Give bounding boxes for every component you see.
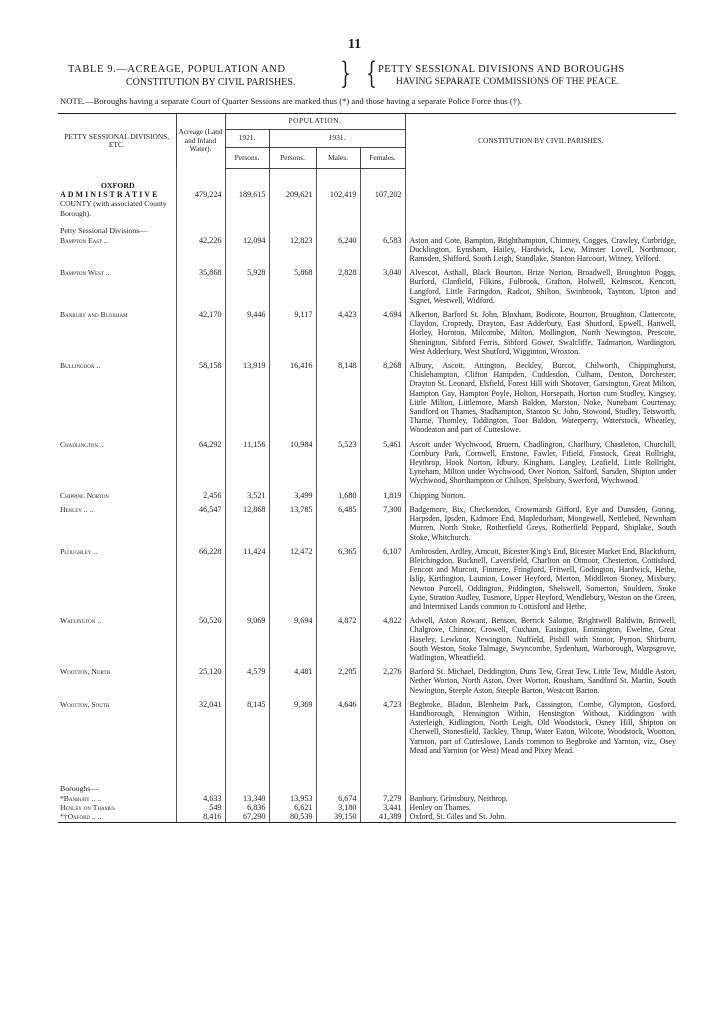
persons-1921-value: 11,156	[225, 440, 269, 491]
division-name: Henley .. ..	[60, 505, 94, 515]
division-name: *Banbury .. ..	[60, 793, 102, 803]
males-value: 6,485	[316, 505, 360, 547]
table-title	[68, 63, 338, 89]
table-row	[58, 505, 676, 547]
table-row	[58, 794, 676, 803]
persons-1921-value: 8,145	[225, 700, 269, 760]
table-row	[58, 236, 676, 269]
table-row	[58, 803, 676, 812]
table-row	[58, 361, 676, 440]
table-row	[58, 812, 676, 822]
acreage-value: 549	[176, 803, 225, 812]
acreage-value: 42,170	[176, 310, 225, 361]
header-persons-1931: Persons.	[269, 148, 316, 168]
males-value: 5,523	[316, 440, 360, 491]
acreage-value: 8,416	[176, 812, 225, 822]
admin-persons-1921: 189,615	[225, 181, 269, 219]
acreage-value: 58,158	[176, 361, 225, 440]
persons-1931-value: 6,621	[269, 803, 316, 812]
males-value: 4,423	[316, 310, 360, 361]
persons-1921-value: 6,836	[225, 803, 269, 812]
admin-acreage: 479,224	[176, 181, 225, 219]
table-subtitle-line1: PETTY SESSIONAL DIVISIONS AND BOROUGHS	[378, 64, 625, 75]
males-value: 4,872	[316, 616, 360, 667]
persons-1921-value: 13,340	[225, 794, 269, 803]
header-division: PETTY SESSIONAL DIVISIONS, ETC.	[58, 114, 176, 169]
division-name: Henley on Thames	[60, 802, 115, 812]
table-subtitle	[378, 63, 678, 89]
parish-list: Alkerton, Barford St. John, Bloxham, Bodicote, Bourton, Broughton, Clattercote, Claydon, Cropredy, Drayton, East Adderbury, East Shutford, Epwell, Hanwell, Horley, Hornton, Milcombe, Milton, Mollington, North Newington, Prescote, Shenington, Sibford Ferris, Sibford Gower, Swalcliffe, Tadmarton, Wardington, West Adderbury, West Shutford, Wigginton, Wroxton.	[405, 310, 676, 361]
table-row	[58, 547, 676, 616]
left-brace-icon: {	[366, 56, 377, 91]
parish-list: Chipping Norton.	[405, 491, 676, 505]
parish-list: Barford St. Michael, Deddington, Duns Tew, Great Tew, Little Tew, Middle Aston, Nether Worton, North Aston, Over Worton, Rousham, Sandford St. Martin, South Newington, Steeple Aston, Steeple Barton, Westcott Barton.	[405, 667, 676, 700]
persons-1931-value: 5,868	[269, 268, 316, 310]
parish-list: Henley on Thames.	[405, 803, 676, 812]
table-row	[58, 667, 676, 700]
persons-1931-value: 13,953	[269, 794, 316, 803]
boroughs-heading: Boroughs—	[60, 784, 99, 794]
females-value: 6,107	[360, 547, 405, 616]
admin-males: 102,419	[316, 181, 360, 219]
table-row	[58, 268, 676, 310]
parish-list: Oxford, St. Giles and St. John.	[405, 812, 676, 822]
table-row	[58, 700, 676, 760]
females-value: 2,276	[360, 667, 405, 700]
acreage-value: 4,633	[176, 794, 225, 803]
division-name: Wootton, South	[60, 699, 110, 709]
header-males: Males.	[316, 148, 360, 168]
persons-1921-value: 13,919	[225, 361, 269, 440]
parish-list: Ambrosden, Ardley, Arncott, Bicester King's End, Bicester Market End, Blackthorn, Bletchingdon, Bucknell, Caversfield, Charlton on Otmoor, Chesterton, Cottisford, Fencott and Murcott, Finmere, Fringford, Fritwell, Godington, Hardwick, Hethe, Islip, Kirtlington, Launton, Lower Heyford, Merton, Middleton Stoney, Mixbury, Newton Purcell, Oddington, Piddington, Shelswell, Somerton, Souldern, Stoke Lyne, Stratton Audley, Tusmore, Upper Heyford, Wendlebury, Weston on the Green, and Intermixed Lands common to Cottisford and Hethe.	[405, 547, 676, 616]
persons-1921-value: 3,521	[225, 491, 269, 505]
females-value: 1,819	[360, 491, 405, 505]
persons-1931-value: 80,539	[269, 812, 316, 822]
persons-1921-value: 5,928	[225, 268, 269, 310]
header-population: POPULATION.	[225, 114, 405, 130]
males-value: 8,148	[316, 361, 360, 440]
population-table	[58, 113, 676, 823]
note: NOTE.—Boroughs having a separate Court of Quarter Sessions are marked thus (*) and those having a separate Police Force thus (†).	[60, 96, 523, 106]
division-name: Watlington ..	[60, 616, 102, 626]
ps-heading: Petty Sessional Divisions—	[60, 226, 148, 236]
parish-list: Alvescot, Asthall, Black Bourton, Brize Norton, Broadwell, Broughton Poggs, Burford, Clanfield, Filkins, Fulbrook, Grafton, Holwell, Kelmscot, Kencott, Langford, Little Faringdon, Radcot, Shilton, Swinbrook, Taynton, Upton and Signet, Westwell, Widford.	[405, 268, 676, 310]
males-value: 6,240	[316, 236, 360, 269]
header-1921: 1921.	[225, 130, 269, 148]
admin-persons-1931: 209,621	[269, 181, 316, 219]
males-value: 2,205	[316, 667, 360, 700]
females-value: 41,389	[360, 812, 405, 822]
persons-1931-value: 3,499	[269, 491, 316, 505]
males-value: 3,180	[316, 803, 360, 812]
page-number: 11	[347, 37, 362, 52]
persons-1931-value: 4,481	[269, 667, 316, 700]
table-row	[58, 491, 676, 505]
parish-list: Aston and Cote, Bampton, Brighthampton, Chimney, Cogges, Crawley, Curbridge, Ducklington, Eynsham, Hailey, Hardwick, Lew, Minster Lovell, Northmoor, Ramsden, Shifford, South Leigh, Standlake, Stanton Harcourt, Witney, Yelford.	[405, 236, 676, 269]
division-name: Bampton East ..	[60, 235, 108, 245]
females-value: 4,694	[360, 310, 405, 361]
admin-county-line2: ADMINISTRATIVE	[60, 189, 160, 199]
persons-1921-value: 9,446	[225, 310, 269, 361]
parish-list: Adwell, Aston Rowant, Benson, Berrick Salome, Brightwell Baldwin, Britwell, Chalgrove, Chinnor, Crowell, Cuxham, Easington, Emmington, Ewelme, Great Haseley, Lewknor, Newington, Nuffield, Pishill with Stonor, Pyrton, Shirburn, South Weston, Stoke Talmage, Swyncombe, Sydenham, Warborough, Warpsgrove, Watlington, Wheatfield.	[405, 616, 676, 667]
header-1931: 1931.	[269, 130, 405, 148]
table-title-line2: CONSTITUTION BY CIVIL PARISHES.	[126, 77, 296, 88]
persons-1921-value: 9,069	[225, 616, 269, 667]
females-value: 8,268	[360, 361, 405, 440]
females-value: 4,822	[360, 616, 405, 667]
persons-1931-value: 16,416	[269, 361, 316, 440]
header-acreage: Acreage (Land and Inland Water).	[176, 114, 225, 169]
females-value: 5,461	[360, 440, 405, 491]
persons-1921-value: 11,424	[225, 547, 269, 616]
females-value: 7,300	[360, 505, 405, 547]
admin-county-row	[58, 181, 676, 219]
males-value: 6,674	[316, 794, 360, 803]
acreage-value: 50,520	[176, 616, 225, 667]
boroughs-heading-row	[58, 784, 676, 793]
table-row	[58, 310, 676, 361]
header-constitution: CONSTITUTION BY CIVIL PARISHES.	[405, 114, 676, 169]
division-name: *†Oxford .. ..	[58, 812, 176, 822]
persons-1921-value: 12,868	[225, 505, 269, 547]
males-value: 4,646	[316, 700, 360, 760]
acreage-value: 25,120	[176, 667, 225, 700]
persons-1921-value: 67,290	[225, 812, 269, 822]
acreage-value: 32,041	[176, 700, 225, 760]
persons-1931-value: 9,369	[269, 700, 316, 760]
table-row	[58, 440, 676, 491]
table-row	[58, 616, 676, 667]
acreage-value: 46,547	[176, 505, 225, 547]
acreage-value: 64,292	[176, 440, 225, 491]
males-value: 6,365	[316, 547, 360, 616]
admin-county-line1: OXFORD	[100, 180, 135, 190]
males-value: 39,150	[316, 812, 360, 822]
admin-county-label	[58, 181, 176, 219]
persons-1921-value: 4,579	[225, 667, 269, 700]
females-value: 4,723	[360, 700, 405, 760]
parish-list: Albury, Ascott, Attington, Beckley, Burcot, Chilworth, Chippinghurst, Chislehampton, Clifton Hampden, Cuddesdon, Culham, Denton, Dorchester, Drayton St. Leonard, Elsfield, Forest Hill with Shotover, Garsington, Great Milton, Hampton Gay, Hampton Poyle, Holton, Horsepath, Horton cum Studley, Kingsey, Little Milton, Littlemore, Marsh Baldon, Marston, Noke, Nuneham Courtenay, Sandford on Thames, Stadhampton, Stanton St. John, Stowood, Studley, Tetsworth, Thame, Thomley, Tiddington, Toot Baldon, Waterperry, Waterstock, Wheatley, Woodeaton and part of Cutteslowe.	[405, 361, 676, 440]
division-name: Bampton West ..	[60, 268, 110, 278]
table-subtitle-line2: HAVING SEPARATE COMMISSIONS OF THE PEACE.	[396, 77, 620, 87]
division-name: Ploughley ..	[60, 546, 98, 556]
division-name: Chipping Norton	[60, 490, 110, 500]
header-persons-1921: Persons.	[225, 148, 269, 168]
acreage-value: 66,228	[176, 547, 225, 616]
parish-list: Begbroke, Bladon, Blenheim Park, Cassington, Combe, Glympton, Gosford, Handborough, Hensington Within, Hensington Without, Kiddington with Asterleigh, Kidlington, North Leigh, Old Woodstock, Osney Hill, Shipton on Cherwell, Stonesfield, Tackley, Thrup, Water Eaton, Wilcote, Woodstock, Wootton, Yarnton, part of Cutteslowe, Lands common to Begbroke and Yarnton, viz., Osey Mead and Yarnton (or West) Mead and Pixey Mead.	[405, 700, 676, 760]
males-value: 1,680	[316, 491, 360, 505]
persons-1931-value: 10,984	[269, 440, 316, 491]
parish-list: Banbury, Grimsbury, Neithrop.	[405, 794, 676, 803]
acreage-value: 42,226	[176, 236, 225, 269]
division-name: Chadlington ..	[60, 439, 104, 449]
acreage-value: 35,868	[176, 268, 225, 310]
ps-heading-row	[58, 226, 676, 235]
females-value: 7,279	[360, 794, 405, 803]
parish-list: Badgemore, Bix, Checkendon, Crowmarsh Gifford, Eye and Dunsden, Goring, Harpsden, Ipsden, Kidmore End, Mapledurham, Mongewell, Nettlebed, Newnham Murren, North Stoke, Rotherfield Greys, Rotherfield Peppard, Shiplake, South Stoke, Whitchurch.	[405, 505, 676, 547]
females-value: 6,583	[360, 236, 405, 269]
division-name: Wootton, North	[60, 667, 111, 677]
division-name: Bullingdon ..	[60, 360, 101, 370]
persons-1931-value: 9,694	[269, 616, 316, 667]
right-brace-icon: }	[340, 56, 351, 91]
persons-1931-value: 12,823	[269, 236, 316, 269]
females-value: 3,040	[360, 268, 405, 310]
admin-county-line3: COUNTY (with associated County Borough).	[60, 199, 167, 218]
admin-females: 107,202	[360, 181, 405, 219]
persons-1931-value: 12,472	[269, 547, 316, 616]
females-value: 3,441	[360, 803, 405, 812]
division-name: Banbury and Bloxham	[60, 309, 128, 319]
males-value: 2,828	[316, 268, 360, 310]
persons-1931-value: 9,117	[269, 310, 316, 361]
persons-1921-value: 12,094	[225, 236, 269, 269]
persons-1931-value: 13,785	[269, 505, 316, 547]
parish-list: Ascott under Wychwood, Bruern, Chadlington, Charlbury, Chastleton, Churchill, Cornbury Park, Cornwell, Enstone, Fawler, Fifield, Finstock, Great Rollright, Heythrop, Hook Norton, Idbury, Kingham, Langley, Leafield, Little Rollright, Lyneham, Milton under Wychwood, Over Norton, Salford, Sarsden, Shipton under Wychwood, Shorthampton or Chilson, Spelsbury, Swerford, Wychwood.	[405, 440, 676, 491]
acreage-value: 2,456	[176, 491, 225, 505]
header-females: Females.	[360, 148, 405, 168]
table-title-line1: TABLE 9.—ACREAGE, POPULATION AND	[68, 64, 286, 75]
